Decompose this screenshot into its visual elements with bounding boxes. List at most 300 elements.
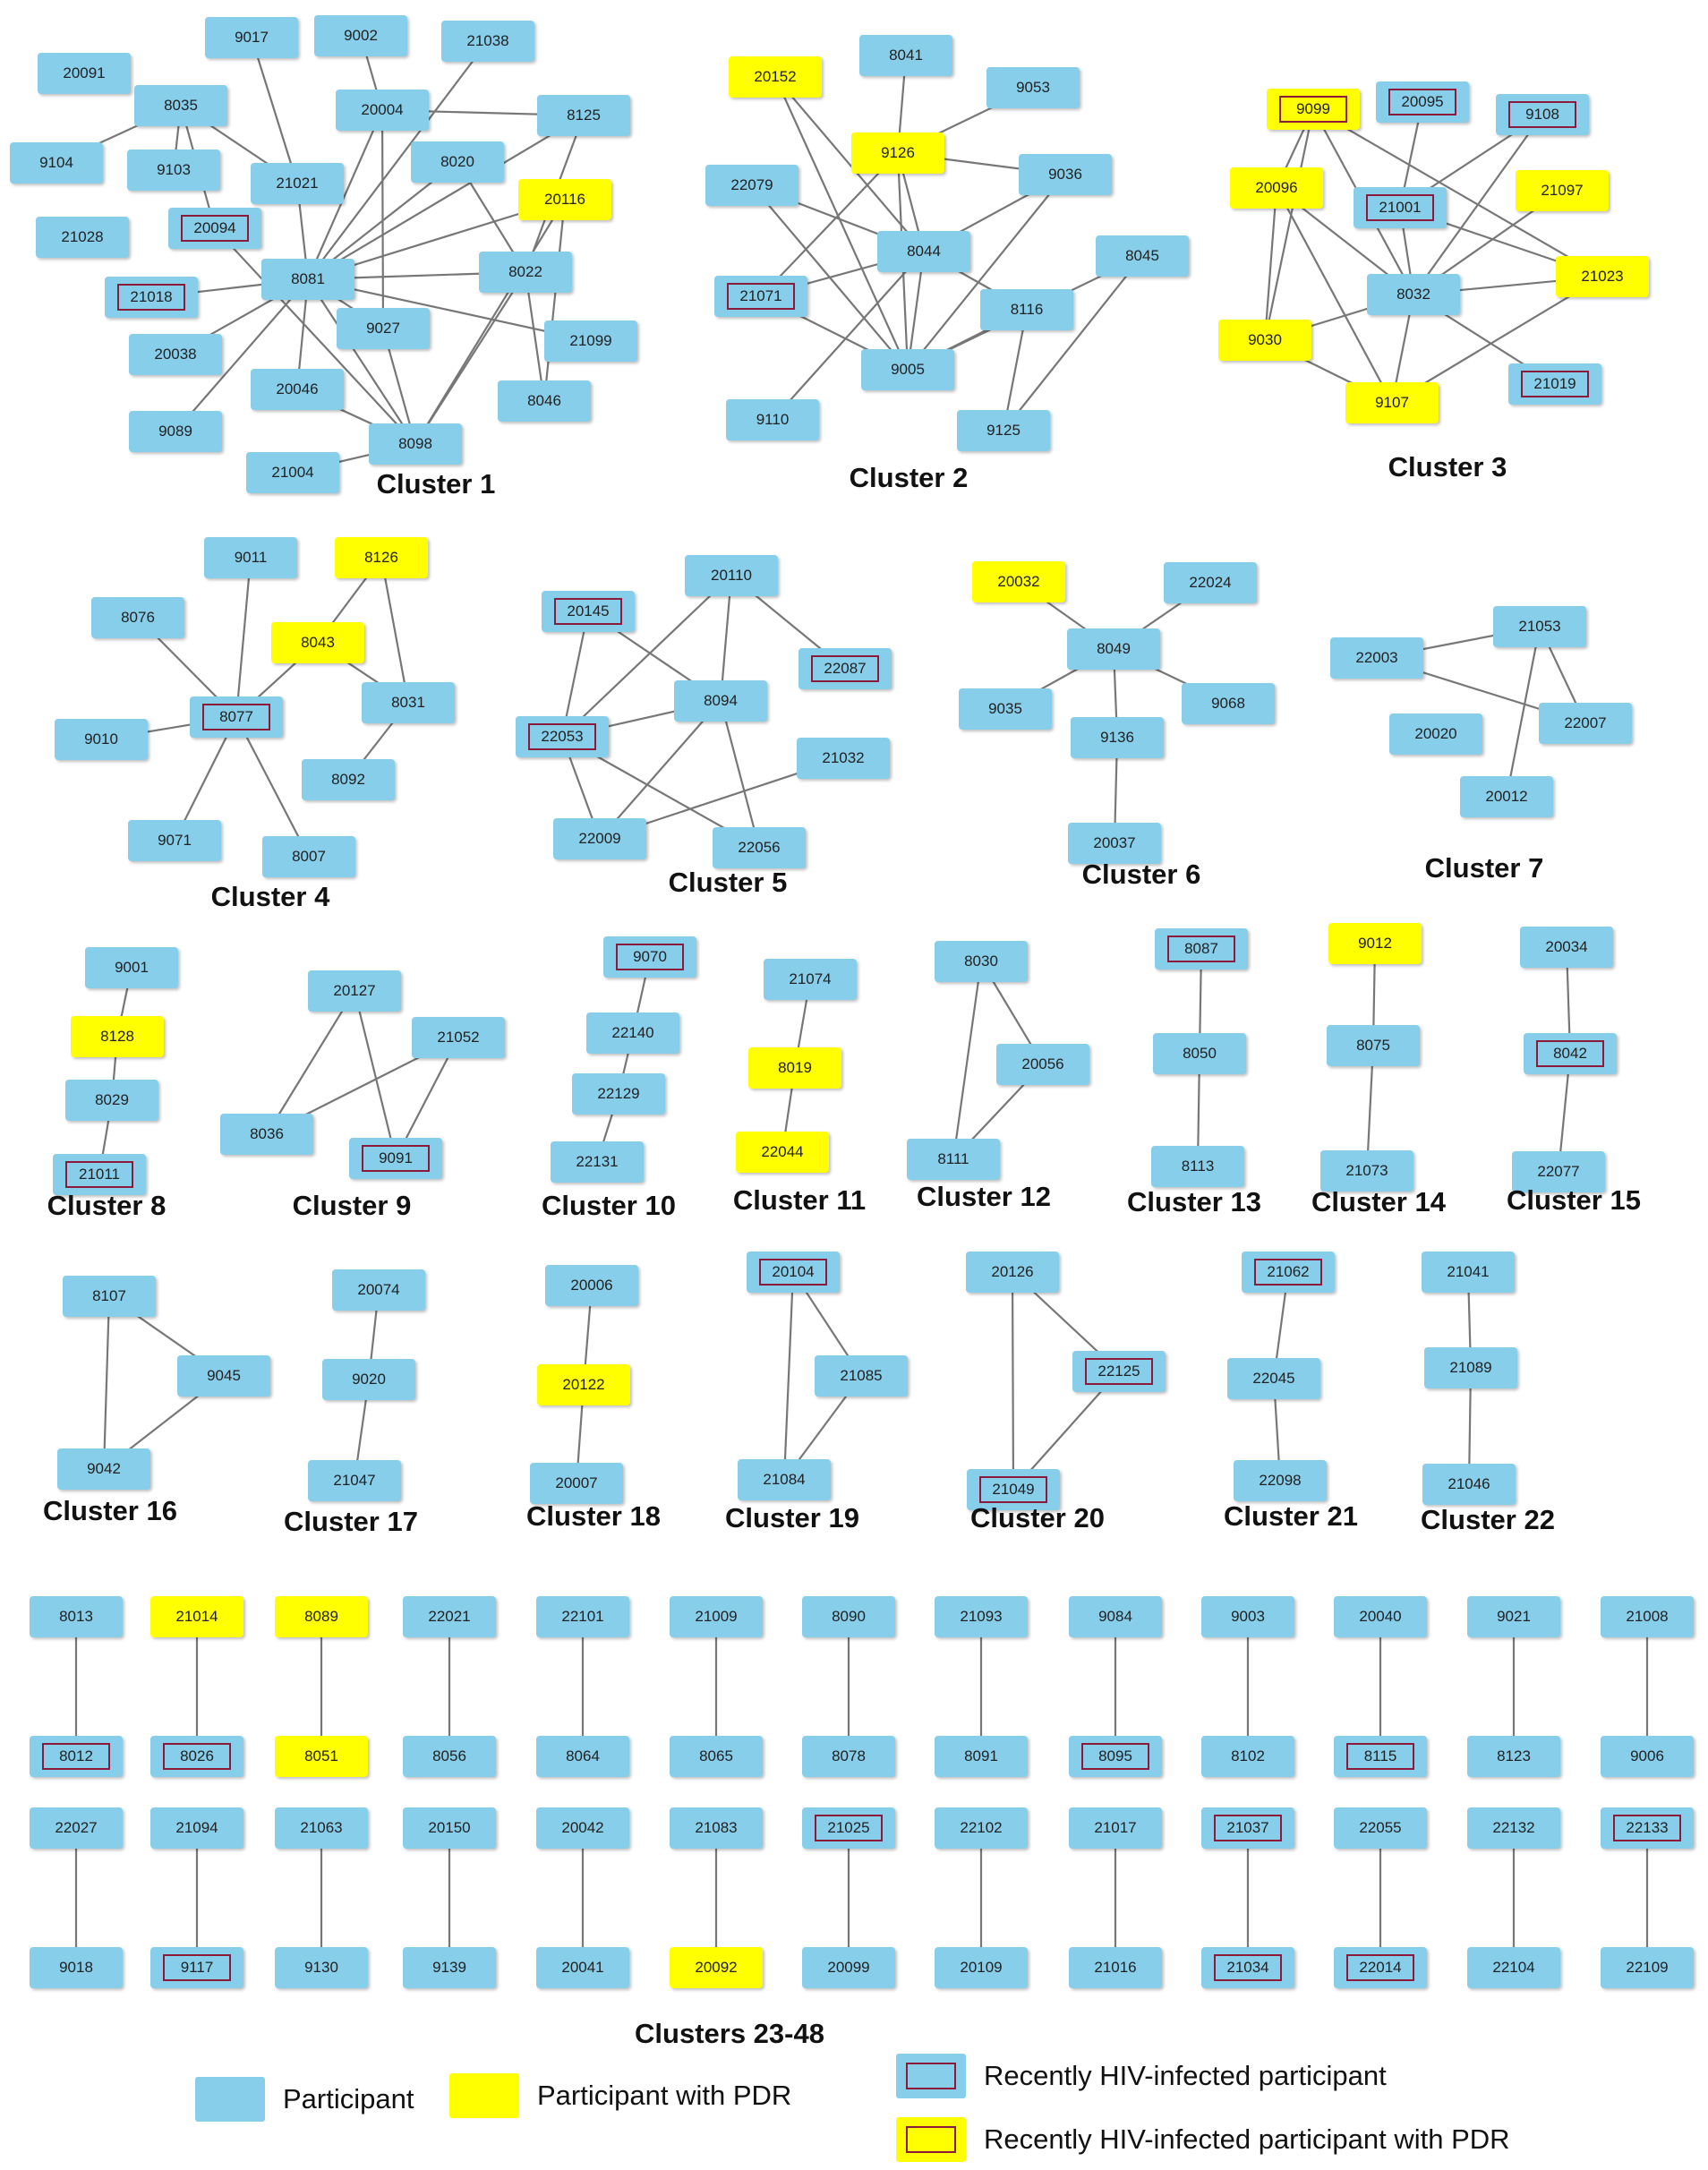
participant-id: 9091 — [362, 1145, 430, 1172]
participant-id: 21023 — [1581, 268, 1624, 285]
participant-node — [362, 682, 455, 723]
participant-id: 9001 — [115, 959, 149, 976]
participant-id: 22053 — [528, 723, 596, 750]
participant-id: 21094 — [175, 1819, 218, 1836]
participant-id: 8076 — [121, 609, 155, 626]
participant-node — [30, 1947, 123, 1988]
participant-node — [403, 1807, 496, 1849]
participant-id: 21074 — [789, 970, 832, 987]
participant-id: 8030 — [964, 953, 998, 970]
participant-node — [738, 1459, 831, 1500]
participant-node — [251, 369, 344, 410]
participant-id: 20127 — [333, 982, 376, 999]
participant-id: 20145 — [554, 598, 622, 625]
participant-node — [1067, 628, 1160, 670]
participant-node — [1242, 1252, 1335, 1293]
participant-node — [705, 165, 798, 206]
participant-node — [670, 1947, 763, 1988]
participant-id: 21084 — [763, 1471, 806, 1488]
participant-id: 21097 — [1541, 182, 1584, 199]
participant-id: 21073 — [1345, 1162, 1388, 1179]
participant-id: 20110 — [710, 567, 752, 584]
participant-id: 9010 — [84, 730, 118, 748]
participant-id: 21025 — [815, 1815, 883, 1841]
participant-node — [1601, 1596, 1694, 1637]
participant-node — [91, 597, 184, 638]
participant-id: 21004 — [271, 464, 314, 481]
participant-node — [205, 17, 298, 58]
participant-id: 20109 — [960, 1959, 1003, 1976]
participant-id: 8094 — [704, 692, 738, 709]
participant-node — [271, 622, 364, 663]
participant-node — [748, 1047, 841, 1089]
participant-node — [129, 334, 222, 375]
participant-node — [204, 537, 297, 578]
participant-id: 8123 — [1497, 1747, 1531, 1764]
participant-node — [877, 231, 970, 272]
participant-id: 20007 — [555, 1474, 598, 1491]
participant-id: 8036 — [250, 1125, 284, 1142]
participant-id: 22021 — [428, 1608, 471, 1625]
cluster-label: Cluster 2 — [849, 462, 969, 493]
participant-node — [1230, 167, 1323, 209]
participant-node — [674, 680, 767, 722]
participant-id: 8081 — [291, 270, 325, 287]
participant-id: 9104 — [39, 154, 73, 171]
cluster-label: Cluster 14 — [1311, 1186, 1446, 1217]
participant-id: 8042 — [1536, 1040, 1604, 1067]
participant-node — [1182, 683, 1275, 724]
participant-node — [1234, 1460, 1327, 1501]
participant-id: 9018 — [59, 1959, 93, 1976]
participant-id: 22087 — [811, 655, 879, 682]
legend-participant-swatch — [195, 2077, 265, 2122]
participant-node — [1524, 1033, 1617, 1074]
participant-node — [798, 648, 892, 689]
participant-node — [935, 1736, 1028, 1777]
participant-id: 8111 — [937, 1150, 969, 1167]
participant-node — [544, 320, 637, 362]
participant-node — [498, 380, 591, 422]
participant-id: 9006 — [1630, 1747, 1664, 1764]
legend-recent-pdr-swatch — [896, 2117, 966, 2162]
participant-node — [797, 738, 890, 779]
participant-id: 20104 — [759, 1259, 827, 1286]
participant-node — [65, 1080, 158, 1121]
participant-id: 21046 — [1448, 1475, 1490, 1492]
participant-id: 21083 — [695, 1819, 738, 1836]
participant-node — [85, 947, 178, 988]
participant-node — [542, 591, 635, 632]
participant-node — [150, 1947, 243, 1988]
participant-node — [764, 959, 857, 1000]
participant-node — [935, 1596, 1028, 1637]
participant-id: 20006 — [570, 1277, 613, 1294]
cluster-label: Cluster 6 — [1081, 859, 1201, 890]
participant-id: 21017 — [1094, 1819, 1137, 1836]
participant-node — [516, 716, 609, 757]
participant-node — [1354, 187, 1447, 228]
participant-id: 21052 — [437, 1029, 480, 1046]
participant-id: 20150 — [428, 1819, 471, 1836]
participant-node — [1327, 1025, 1420, 1066]
participant-id: 8045 — [1125, 247, 1159, 264]
transmission-link — [721, 701, 759, 848]
participant-node — [57, 1448, 150, 1490]
participant-id: 20092 — [695, 1959, 738, 1976]
participant-id: 20041 — [561, 1959, 604, 1976]
participant-node — [851, 132, 944, 174]
participant-id: 20096 — [1255, 179, 1298, 196]
participant-id: 20042 — [561, 1819, 604, 1836]
participant-node — [907, 1139, 1000, 1180]
participant-id: 20012 — [1485, 788, 1528, 805]
participant-id: 22104 — [1492, 1959, 1535, 1976]
participant-node — [336, 90, 429, 131]
participant-node — [129, 411, 222, 452]
participant-id: 9117 — [163, 1954, 231, 1981]
participant-id: 9030 — [1248, 331, 1282, 348]
participant-id: 21018 — [117, 284, 185, 311]
participant-id: 21032 — [822, 749, 865, 766]
participant-id: 9130 — [304, 1959, 338, 1976]
participant-id: 8032 — [1396, 286, 1430, 303]
participant-id: 20046 — [276, 380, 319, 397]
cluster-label: Cluster 16 — [43, 1495, 177, 1526]
participant-node — [859, 35, 952, 76]
participant-node — [729, 56, 822, 98]
participant-id: 9136 — [1100, 729, 1134, 746]
participant-node — [1334, 1947, 1427, 1988]
participant-id: 21034 — [1214, 1954, 1282, 1981]
participant-node — [1367, 274, 1460, 315]
participant-node — [996, 1044, 1089, 1085]
participant-id: 9042 — [87, 1460, 121, 1477]
participant-node — [536, 1807, 629, 1849]
participant-id: 9110 — [756, 411, 790, 428]
participant-id: 8065 — [699, 1747, 733, 1764]
cluster-label: Cluster 22 — [1421, 1504, 1555, 1535]
transmission-link — [1003, 256, 1142, 431]
participant-node — [802, 1947, 895, 1988]
participant-node — [670, 1596, 763, 1637]
participant-node — [935, 1947, 1028, 1988]
participant-id: 9139 — [432, 1959, 466, 1976]
participant-node — [726, 399, 819, 440]
cluster-label: Cluster 7 — [1424, 852, 1544, 884]
participant-id: 22044 — [761, 1143, 804, 1160]
participant-node — [251, 163, 344, 204]
participant-node — [275, 1807, 368, 1849]
participant-node — [1460, 776, 1553, 817]
participant-node — [1096, 235, 1189, 277]
participant-node — [1601, 1807, 1694, 1849]
legend-recent — [896, 2054, 1387, 2098]
participant-id: 8087 — [1167, 935, 1235, 962]
participant-id: 9053 — [1016, 79, 1050, 96]
participant-node — [1201, 1596, 1294, 1637]
participant-id: 9107 — [1375, 394, 1409, 411]
participant-node — [275, 1736, 368, 1777]
participant-node — [530, 1463, 623, 1504]
participant-node — [308, 1460, 401, 1501]
participant-id: 9071 — [158, 832, 192, 849]
participant-id: 20074 — [357, 1281, 400, 1298]
participant-node — [802, 1807, 895, 1849]
participant-node — [322, 1359, 415, 1400]
participant-id: 20020 — [1414, 725, 1457, 742]
participant-id: 9108 — [1508, 101, 1576, 128]
participant-id: 21038 — [466, 32, 509, 49]
participant-node — [302, 759, 395, 800]
participant-node — [1069, 1947, 1162, 1988]
participant-node — [747, 1252, 840, 1293]
participant-node — [980, 289, 1073, 330]
cluster-label: Cluster 19 — [725, 1502, 859, 1534]
participant-id: 8029 — [95, 1091, 129, 1108]
participant-node — [551, 1141, 644, 1183]
participant-id: 22007 — [1564, 714, 1607, 731]
participant-node — [1019, 154, 1112, 195]
participant-node — [337, 308, 430, 349]
participant-id: 22102 — [960, 1819, 1003, 1836]
participant-node — [1267, 89, 1360, 130]
participant-id: 22014 — [1346, 1954, 1414, 1981]
participant-node — [1424, 1347, 1517, 1388]
cluster-label: Cluster 8 — [47, 1190, 167, 1221]
transmission-link — [381, 558, 408, 703]
participant-id: 21001 — [1366, 194, 1434, 221]
participant-id: 20004 — [361, 101, 404, 118]
participant-node — [168, 208, 261, 249]
participant-id: 8116 — [1010, 301, 1044, 318]
transmission-link — [1265, 109, 1313, 340]
participant-id: 21021 — [276, 175, 319, 192]
participant-node — [586, 1012, 679, 1054]
participant-id: 9045 — [207, 1367, 241, 1384]
participant-id: 21014 — [175, 1608, 218, 1625]
participant-id: 21063 — [300, 1819, 343, 1836]
participant-id: 20099 — [827, 1959, 870, 1976]
participant-id: 21019 — [1521, 371, 1589, 397]
participant-node — [545, 1265, 638, 1306]
participant-node — [1422, 1252, 1515, 1293]
participant-id: 9020 — [352, 1371, 386, 1388]
participant-node — [1467, 1807, 1560, 1849]
participant-node — [1151, 1146, 1244, 1187]
participant-id: 8031 — [391, 694, 425, 711]
participant-node — [1069, 1596, 1162, 1637]
participant-node — [314, 15, 407, 56]
participant-node — [1376, 81, 1469, 123]
participant-id: 8049 — [1097, 640, 1131, 657]
participant-node — [150, 1807, 243, 1849]
participant-id: 9068 — [1211, 695, 1245, 712]
cluster-label: Cluster 10 — [542, 1190, 676, 1221]
legend-recent-pdr — [896, 2117, 1510, 2162]
transmission-link — [953, 961, 981, 1159]
participant-node — [1334, 1807, 1427, 1849]
participant-id: 21099 — [569, 332, 612, 349]
participant-id: 20040 — [1359, 1608, 1402, 1625]
participant-node — [1345, 382, 1439, 423]
participant-id: 9084 — [1098, 1608, 1132, 1625]
participant-id: 9035 — [988, 700, 1022, 717]
participant-id: 20038 — [154, 346, 197, 363]
participant-node — [1601, 1736, 1694, 1777]
participant-id: 22129 — [597, 1085, 640, 1102]
participant-node — [572, 1073, 665, 1115]
participant-node — [1334, 1596, 1427, 1637]
participant-node — [815, 1355, 908, 1397]
participant-node — [55, 719, 148, 760]
participant-id: 21016 — [1094, 1959, 1137, 1976]
participant-id: 21062 — [1254, 1259, 1322, 1286]
participant-node — [30, 1596, 123, 1637]
participant-node — [403, 1736, 496, 1777]
participant-node — [536, 1947, 629, 1988]
participant-id: 22101 — [561, 1608, 604, 1625]
transmission-link — [104, 1296, 109, 1469]
participant-node — [1071, 717, 1164, 758]
participant-id: 8125 — [567, 107, 601, 124]
participant-id: 20056 — [1021, 1055, 1064, 1072]
participant-id: 20095 — [1388, 89, 1456, 115]
participant-node — [128, 820, 221, 861]
participant-node — [220, 1114, 313, 1155]
transmission-link — [908, 175, 1065, 370]
participant-node — [411, 141, 504, 183]
cluster-label: Clusters 23-48 — [635, 2018, 824, 2049]
participant-node — [1493, 606, 1586, 647]
participant-node — [262, 836, 355, 877]
participant-node — [603, 936, 696, 978]
transmission-link — [1265, 188, 1277, 340]
participant-id: 8046 — [527, 392, 561, 409]
participant-node — [518, 179, 611, 220]
participant-id: 21093 — [960, 1608, 1003, 1625]
cluster-label: Cluster 15 — [1507, 1184, 1641, 1216]
participant-id: 8115 — [1346, 1743, 1414, 1770]
transmission-link — [775, 77, 908, 370]
participant-node — [670, 1807, 763, 1849]
transmission-link — [354, 991, 396, 1158]
participant-id: 9003 — [1231, 1608, 1265, 1625]
legend-recent-pdr-label: Recently HIV-infected participant with PDR — [984, 2123, 1510, 2155]
participant-node — [537, 95, 630, 136]
participant-node — [1201, 1807, 1294, 1849]
participant-id: 22098 — [1259, 1472, 1302, 1489]
participant-id: 9012 — [1358, 935, 1392, 952]
participant-id: 21085 — [840, 1367, 883, 1384]
participant-node — [1508, 363, 1601, 405]
participant-node — [1218, 320, 1311, 361]
participant-node — [714, 276, 807, 317]
participant-id: 8089 — [304, 1608, 338, 1625]
participant-id: 8091 — [964, 1747, 998, 1764]
participant-node — [1516, 170, 1609, 211]
cluster-label: Cluster 20 — [970, 1502, 1105, 1534]
participant-node — [713, 827, 806, 868]
participant-node — [1201, 1947, 1294, 1988]
legend-participant-label: Participant — [283, 2083, 414, 2114]
participant-id: 8007 — [292, 848, 326, 865]
participant-id: 9017 — [235, 29, 269, 46]
participant-node — [177, 1355, 270, 1397]
participant-id: 8019 — [778, 1059, 812, 1076]
participant-id: 22055 — [1359, 1819, 1402, 1836]
participant-id: 22109 — [1626, 1959, 1669, 1976]
legend-participant — [195, 2077, 414, 2122]
participant-node — [1467, 1596, 1560, 1637]
participant-id: 9070 — [616, 944, 684, 970]
participant-node — [246, 452, 339, 493]
participant-node — [1069, 1807, 1162, 1849]
participant-node — [38, 53, 131, 94]
participant-id: 21071 — [727, 283, 795, 310]
participant-id: 22133 — [1613, 1815, 1681, 1841]
participant-id: 22027 — [55, 1819, 98, 1836]
cluster-label: Cluster 5 — [668, 867, 788, 898]
legend-pdr-swatch — [449, 2073, 519, 2118]
legend-recent-swatch — [896, 2054, 966, 2098]
participant-id: 8056 — [432, 1747, 466, 1764]
participant-id: 8020 — [440, 153, 474, 170]
participant-node — [1330, 637, 1423, 679]
participant-node — [670, 1736, 763, 1777]
participant-node — [1520, 927, 1613, 968]
participant-node — [736, 1132, 829, 1173]
participant-id: 9125 — [986, 422, 1021, 439]
participant-id: 20116 — [543, 191, 585, 208]
participant-node — [1539, 703, 1632, 744]
participant-id: 8102 — [1231, 1747, 1265, 1764]
participant-node — [957, 410, 1050, 451]
participant-node — [150, 1736, 243, 1777]
participant-node — [1069, 1736, 1162, 1777]
participant-id: 8126 — [364, 549, 398, 566]
participant-id: 21011 — [65, 1161, 133, 1188]
participant-id: 8043 — [301, 634, 335, 651]
participant-node — [30, 1736, 123, 1777]
participant-id: 8012 — [42, 1743, 110, 1770]
participant-id: 8095 — [1081, 1743, 1149, 1770]
participant-id: 22056 — [738, 839, 781, 856]
cluster-label: Cluster 1 — [376, 468, 496, 500]
participant-id: 22077 — [1537, 1163, 1580, 1180]
participant-id: 8077 — [202, 704, 270, 730]
participant-id: 9036 — [1048, 166, 1082, 183]
cluster-label: Cluster 11 — [732, 1184, 867, 1216]
cluster-label: Cluster 3 — [1388, 451, 1507, 483]
participant-node — [127, 150, 220, 191]
participant-node — [966, 1252, 1059, 1293]
participant-node — [1334, 1736, 1427, 1777]
participant-id: 22140 — [611, 1024, 654, 1041]
cluster-label: Cluster 17 — [284, 1506, 418, 1537]
cluster-label: Cluster 4 — [210, 881, 330, 912]
participant-id: 8107 — [92, 1287, 126, 1304]
participant-id: 20037 — [1093, 834, 1136, 851]
participant-id: 8092 — [331, 771, 365, 788]
participant-node — [1072, 1351, 1166, 1392]
participant-id: 21049 — [979, 1476, 1047, 1503]
participant-node — [63, 1276, 156, 1317]
participant-node — [36, 217, 129, 258]
participant-node — [441, 21, 534, 62]
participant-node — [349, 1138, 442, 1179]
participant-id: 9089 — [158, 423, 192, 440]
